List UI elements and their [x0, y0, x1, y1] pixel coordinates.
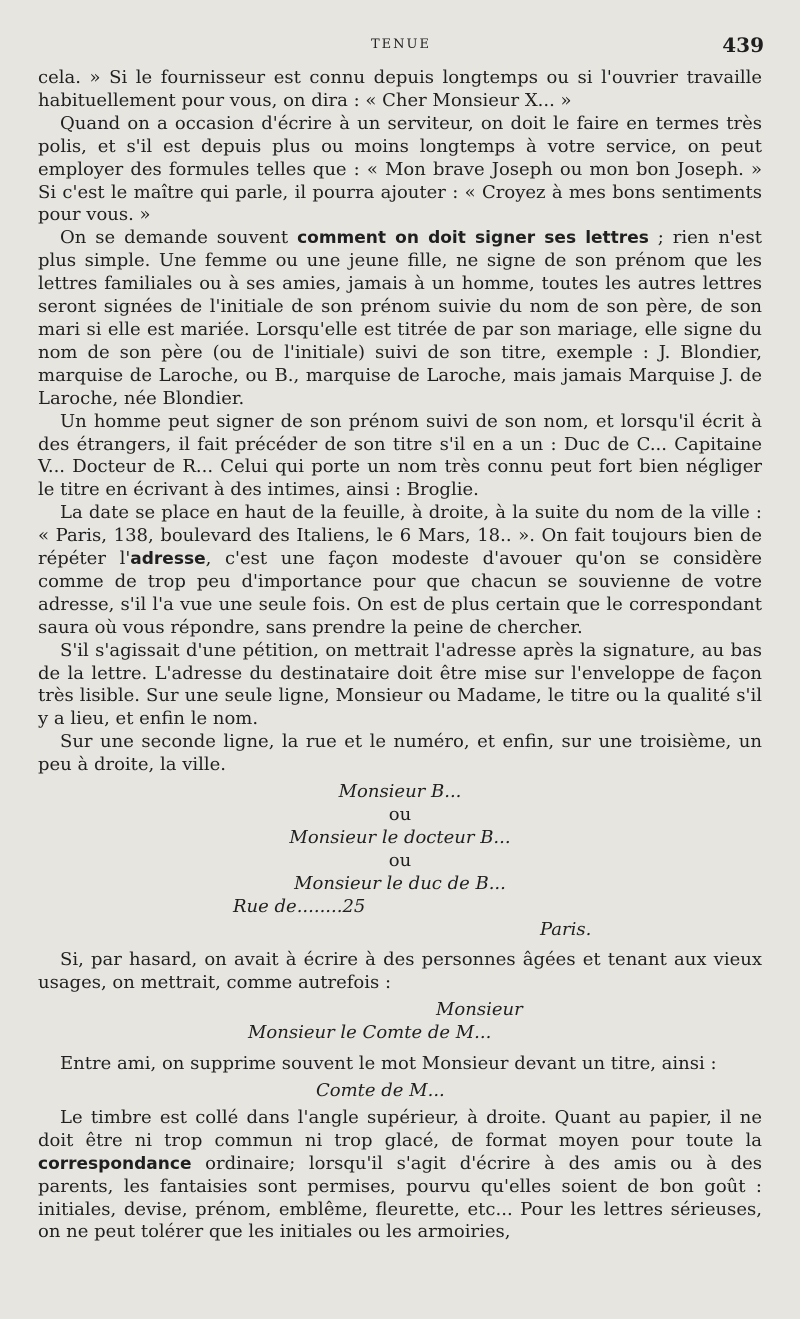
old-style-line-2: Monsieur le Comte de M...	[248, 1022, 492, 1044]
paragraph-3	[38, 227, 762, 410]
address-or-2: ou	[388, 849, 412, 871]
page-header	[38, 33, 764, 57]
paragraph-3-after: ; rien n'est plus simple. Une femme ou une jeune fille, ne signe de son prénom que les lettres familiales ou à ses amies, jamais à un homme, toutes les autres lettres seront signées de l'initiale de son prénom suivie du nom de son père, de son mari si elle est mariée. Lorsqu'elle est titrée de par son mariage, elle signe du nom de son père (ou de l'initiale) suivi de son titre, exemple : J. Blondier, marquise de Laroche, ou B., marquise de Laroche, mais jamais Marquise J. de Laroche, née Blondier.	[38, 227, 763, 409]
paragraph-1: cela. » Si le fournisseur est connu depuis longtemps ou si l'ouvrier travaille habituellement pour vous, on dira : « Cher Monsieur X... »	[38, 67, 762, 111]
keyword-correspondance: correspondance	[38, 1153, 192, 1174]
address-street: Rue de........25	[233, 895, 366, 917]
paragraph-8: Si, par hasard, on avait à écrire à des personnes âgées et tenant aux vieux usages, on mettrait, comme autrefois :	[38, 949, 762, 994]
page-number: 439	[722, 33, 764, 57]
paragraph-2: Quand on a occasion d'écrire à un serviteur, on doit le faire en termes très polis, et s'il est depuis plus ou moins longtemps à votre service, on peut employer des formules telles que : « Mon brave Joseph ou mon bon Joseph. » Si c'est le maître qui parle, il pourra ajouter : « Croyez à mes bons sentiments pour vous. »	[38, 112, 762, 226]
body-text	[38, 67, 762, 1244]
paragraph-5-after: , c'est une façon modeste d'avouer qu'on se considère comme de trop peu d'importance pour que chacun se souvienne de votre adresse, s'il l'a vue une seule fois. On est de plus certain que le correspondant saura où vous répondre, sans prendre la peine de chercher.	[38, 548, 762, 638]
address-or-1: ou	[388, 804, 412, 825]
paragraph-9: Entre ami, on supprime souvent le mot Monsieur devant un titre, ainsi :	[60, 1053, 717, 1075]
paragraph-4: Un homme peut signer de son prénom suivi de son nom, et lorsqu'il écrit à des étrangers, il fait précéder de son titre s'il en a un : Duc de C... Capitaine V... Docteur de R... Celui qui porte un nom très connu peut fort bien négliger le titre en écrivant à des intimes, ainsi : Broglie.	[38, 410, 762, 501]
paragraph-10-after: ordinaire; lorsqu'il s'agit d'écrire à des amis ou à des parents, les fantaisies sont permises, pourvu qu'elles soient de bon goût : initiales, devise, prénom, emblême, fleurette, etc... Pour les lettres sérieuses, on ne peut tolérer que les initiales ou les armoiries,	[38, 1152, 762, 1243]
paragraph-5	[38, 502, 762, 639]
keyword-adresse: adresse	[130, 549, 206, 570]
address-city: Paris.	[540, 918, 592, 940]
address-example-1: Monsieur B...	[338, 781, 462, 803]
paragraph-3-before: On se demande souvent	[60, 227, 298, 249]
paragraph-10-before: Le timbre est collé dans l'angle supérieur, à droite. Quant au papier, il ne doit être ni trop commun ni trop glacé, de format moyen pour toute la	[38, 1106, 762, 1151]
address-example-2: Monsieur le docteur B...	[289, 826, 511, 848]
paragraph-5-before: La date se place en haut de la feuille, à droite, à la suite du nom de la ville : « Paris, 138, boulevard des Italiens, le 6 Mars, 18.. ». On fait toujours bien de répéter l'	[38, 502, 762, 570]
address-example-3: Monsieur le duc de B...	[294, 872, 506, 894]
friend-example: Comte de M...	[316, 1079, 445, 1101]
paragraph-6: S'il s'agissait d'une pétition, on mettrait l'adresse après la signature, au bas de la lettre. L'adresse du destinataire doit être mise sur l'enveloppe de façon très lisible. Sur une seule ligne, Monsieur ou Madame, le titre ou la qualité s'il y a lieu, et enfin le nom.	[38, 639, 762, 730]
keyword-signer: comment on doit signer ses lettres	[297, 228, 649, 249]
paragraph-10	[38, 1107, 762, 1244]
old-style-line-1: Monsieur	[436, 999, 523, 1021]
running-title: TENUE	[371, 37, 431, 52]
paragraph-7: Sur une seconde ligne, la rue et le numéro, et enfin, sur une troisième, un peu à droite, la ville.	[38, 731, 762, 776]
